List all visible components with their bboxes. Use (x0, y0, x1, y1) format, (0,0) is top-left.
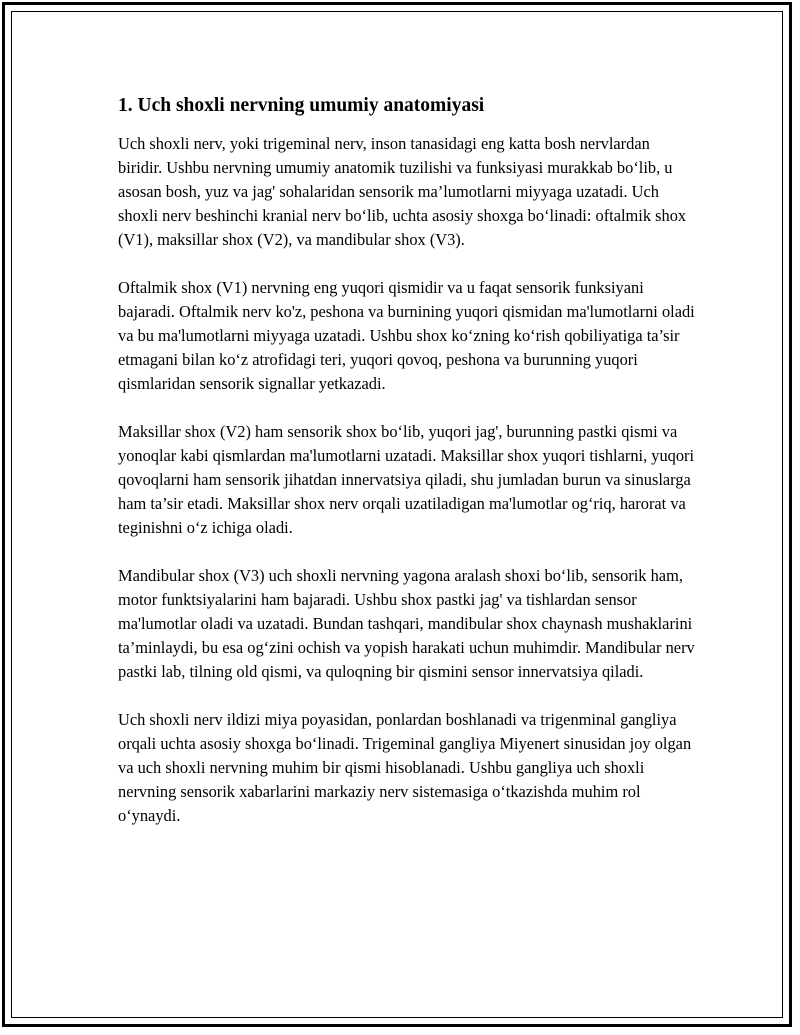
paragraph-intro: Uch shoxli nerv, yoki trigeminal nerv, inson tanasidagi eng katta bosh nervlardan biridir. Ushbu nervning umumiy anatomik tuzilishi va funksiyasi murakkab bo‘lib, u asosan bosh, yuz va jag' sohalaridan sensorik ma’lumotlarni miyyaga uzatadi. Uch shoxli nerv beshinchi kranial nerv bo‘lib, uchta asosiy shoxga bo‘linadi: oftalmik shox (V1), maksillar shox (V2), va mandibular shox (V3). (118, 134, 687, 249)
section-heading: 1. Uch shoxli nervning umumiy anatomiyasi (118, 95, 485, 116)
paragraph-ganglion: Uch shoxli nerv ildizi miya poyasidan, ponlardan boshlanadi va trigenminal gangliya orqali uchta asosiy shoxga bo‘linadi. Trigeminal gangliya Miyenert sinusidan joy olgan va uch shoxli nervning muhim bir qismi hisoblanadi. Ushbu gangliya uch shoxli nervning sensorik xabarlarini markaziy nerv sistemasiga o‘tkazishda muhim rol o‘ynaydi. (118, 710, 692, 825)
paragraph-maxillary: Maksillar shox (V2) ham sensorik shox bo‘lib, yuqori jag', burunning pastki qismi va yonoqlar kabi qismlardan ma'lumotlarni uzatadi. Maksillar shox yuqori tishlarni, yuqori qovoqlarni ham sensorik jihatdan innervatsiya qiladi, shu jumladan burun va sinuslarga ham ta’sir etadi. Maksillar shox nerv orqali uzatiladigan ma'lumotlar og‘riq, harorat va teginishni o‘z ichiga oladi. (118, 422, 695, 537)
paragraph-mandibular: Mandibular shox (V3) uch shoxli nervning yagona aralash shoxi bo‘lib, sensorik ham, motor funktsiyalarini ham bajaradi. Ushbu shox pastki jag' va tishlardan sensor ma'lumotlar oladi va uzatadi. Bundan tashqari, mandibular shox chaynash mushaklarini ta’minlaydi, bu esa og‘zini ochish va yopish harakati uchun muhimdir. Mandibular nerv pastki lab, tilning old qismi, va quloqning bir qismini sensor innervatsiya qiladi. (118, 566, 695, 681)
paragraph-ophthalmic: Oftalmik shox (V1) nervning eng yuqori qismidir va u faqat sensorik funksiyani bajaradi. Oftalmik nerv ko'z, peshona va burnining yuqori qismidan ma'lumotlarni oladi va bu ma'lumotlarni miyyaga uzatadi. Ushbu shox ko‘zning ko‘rish qobiliyatiga ta’sir etmagani bilan ko‘z atrofidagi teri, yuqori qovoq, peshona va burunning yuqori qismlaridan sensorik signallar yetkazadi. (118, 278, 695, 393)
document-body (118, 93, 698, 852)
